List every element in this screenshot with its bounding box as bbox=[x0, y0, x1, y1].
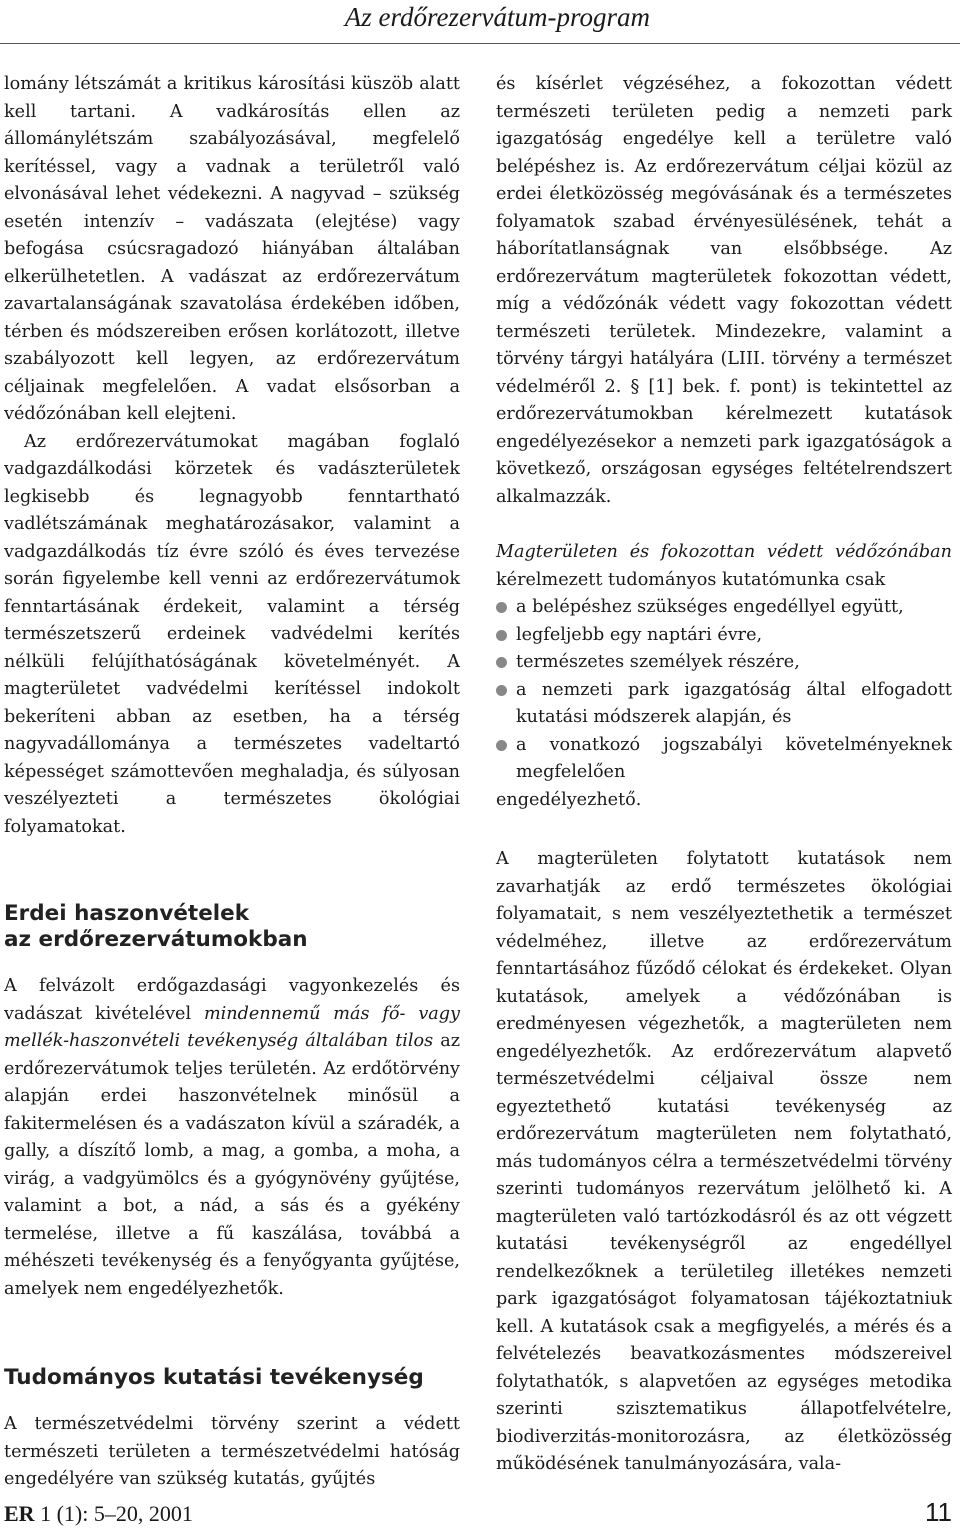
right-column bbox=[496, 71, 952, 1479]
bullet-icon bbox=[496, 740, 507, 751]
paragraph-3-start: A felvázolt erdőgazdasági vagyonkezelés és vadászat kivételével bbox=[4, 976, 460, 1024]
list-item bbox=[496, 622, 952, 650]
intro-rest: kérelmezett tudományos kutatómunka csak bbox=[496, 569, 886, 590]
left-paragraph-2: Az erdőrezervátumokat magában foglaló vadgazdálkodási körzetek és vadászterületek legkisebb és legnagyobb fenntartható vadlétszámának meghatározásakor, valamint a vadgazdálkodás tíz évre szóló és éves tervezése során figyelembe kell venni az erdőrezervátumok fenntartásának érdekeit, valamint a térség természetszerű erdeinek vadvédelmi kerítés nélküli felújíthatóságának követelményét. A magterületet vadvédelmi kerítéssel indokolt bekeríteni abban az esetben, ha a térség nagyvadállománya a természetes vadeltartó képességet számottevően meghaladja, és súlyosan veszélyezteti a természetes ökológiai folyamatokat. bbox=[4, 431, 460, 837]
section-title-line-2: az erdőrezervátumokban bbox=[4, 927, 308, 952]
right-closing: engedélyezhető. bbox=[496, 789, 642, 810]
list-item-text: a vonatkozó jogszabályi követelményeknek megfelelően bbox=[516, 734, 952, 782]
section-title-haszonvetelek bbox=[4, 901, 460, 953]
intro-emphasis: Magterületen és fokozottan védett védőzónában bbox=[496, 542, 952, 562]
left-paragraph-4: A természetvédelmi törvény szerint a védett természeti területen a természetvédelmi hatóság engedélyére van szükség kutatás, gyűjtés bbox=[4, 1414, 460, 1489]
bullet-icon bbox=[496, 630, 507, 641]
list-item bbox=[496, 677, 952, 732]
running-title: Az erdőrezervátum-program bbox=[344, 2, 650, 32]
right-intro bbox=[496, 539, 952, 594]
list-item bbox=[496, 649, 952, 677]
list-item-text: a belépéshez szükséges engedéllyel együtt, bbox=[516, 597, 904, 617]
bullet-icon bbox=[496, 657, 507, 668]
journal-citation bbox=[4, 1500, 193, 1528]
list-item bbox=[496, 594, 952, 622]
list-item-text: természetes személyek részére, bbox=[516, 652, 800, 672]
list-item bbox=[496, 732, 952, 787]
right-paragraph-2: A magterületen folytatott kutatások nem zavarhatják az erdő természetes ökológiai folyamatait, s nem veszélyeztethetik a természet védelméhez, illetve az erdőrezervátum fenntartásához fűződő célokat és érdekeket. Olyan kutatások, amelyek a védőzónában is eredményesen végezhetők, a magterületen nem engedélyezhetők. Az erdőrezervátum alapvető természetvédelmi céljaival össze nem egyeztethető kutatási tevékenység az erdőrezervátum magterületen nem folytatható, más tudományos célra a természetvédelmi törvény szerinti tudományos rezervátum jelölhető ki. A magterületen való tartózkodásról és az ott végzett kutatási tevékenységről az engedéllyel rendelkezőknek a területileg illetékes nemzeti park igazgatóságot folyamatosan tájékoztatniuk kell. A kutatások csak a megfigyelés, a mérés és a felvételezés beavatkozásmentes módszereivel folytathatók, s alapvetően az egységes metodika szerinti szisztematikus állapotfelvételre, biodiverzitás-monitorozásra, az életközösség működésének tanulmányozására, vala- bbox=[496, 849, 952, 1474]
page-number: 11 bbox=[925, 1497, 952, 1527]
bullet-icon bbox=[496, 602, 507, 613]
citation-text: 1 (1): 5–20, 2001 bbox=[34, 1501, 193, 1526]
journal-abbrev: ER bbox=[4, 1501, 35, 1526]
list-item-text: legfeljebb egy naptári évre, bbox=[516, 624, 763, 645]
paragraph-3-emphasis: mindennemű más fő- vagy mellék-haszonvételi tevékenység általában tilos bbox=[4, 1003, 460, 1051]
left-paragraph-3 bbox=[4, 973, 460, 1303]
header-rule bbox=[0, 43, 960, 44]
list-item-text: a nemzeti park igazgatóság által elfogadott kutatási módszerek alapján, és bbox=[516, 679, 952, 727]
conditions-list bbox=[496, 594, 952, 787]
left-column bbox=[4, 71, 460, 1494]
left-paragraph-1: lomány létszámát a kritikus károsítási küszöb alatt kell tartani. A vadkárosítás ellen az állománylétszám szabályozásával, megfelelő kerítéssel, vagy a vadnak a területről való elvonásával lehet védekezni. A nagyvad – szükség esetén intenzív – vadászata (elejtése) vagy befogása csúcsragadozó hiányában általában elkerülhetetlen. A vadászat az erdőrezervátum zavartalanságának szavatolása érdekében időben, térben és módszereiben erősen korlátozott, illetve szabályozott kell legyen, az erdőrezervátum céljainak megfelelően. A vadat elsősorban a védőzónában kell elejteni. bbox=[4, 74, 460, 424]
paragraph-3-end: az erdőrezervátumok teljes területén. Az erdőtörvény alapján erdei haszonvételnek minősül a fakitermelésen és a vadászaton kívül a száradék, a gally, a díszítő lomb, a mag, a gomba, a moha, a virág, a vadgyümölcs és a gyógynövény gyűjtése, valamint a bot, a nád, a sás és a gyékény termelése, illetve a fű kaszálása, továbbá a méhészeti tevékenység és a fenyőgyanta gyűjtése, amelyek nem engedélyezhetők. bbox=[4, 1031, 460, 1299]
section-title-kutatas: Tudományos kutatási tevékenység bbox=[4, 1365, 424, 1390]
right-paragraph-1: és kísérlet végzéséhez, a fokozottan védett természeti területen pedig a nemzeti park igazgatóság engedélye kell a területre való belépéshez is. Az erdőrezervátum céljai közül az erdei életközösség megóvásának és a természetes folyamatok szabad érvényesülésének, tehát a háborítatlanságnak van elsőbbsége. Az erdőrezervátum magterületek fokozottan védett, míg a védőzónák védett vagy fokozottan védett természeti területek. Mindezekre, valamint a törvény tárgyi hatályára (LIII. törvény a természet védelméről 2. § [1] bek. f. pont) is tekintettel az erdőrezervátumokban kérelmezett kutatások engedélyezésekor a nemzeti park igazgatóságok a következő, országosan egységes feltételrendszert alkalmazzák. bbox=[496, 74, 952, 507]
section-title-line-1: Erdei haszonvételek bbox=[4, 901, 250, 926]
bullet-icon bbox=[496, 685, 507, 696]
